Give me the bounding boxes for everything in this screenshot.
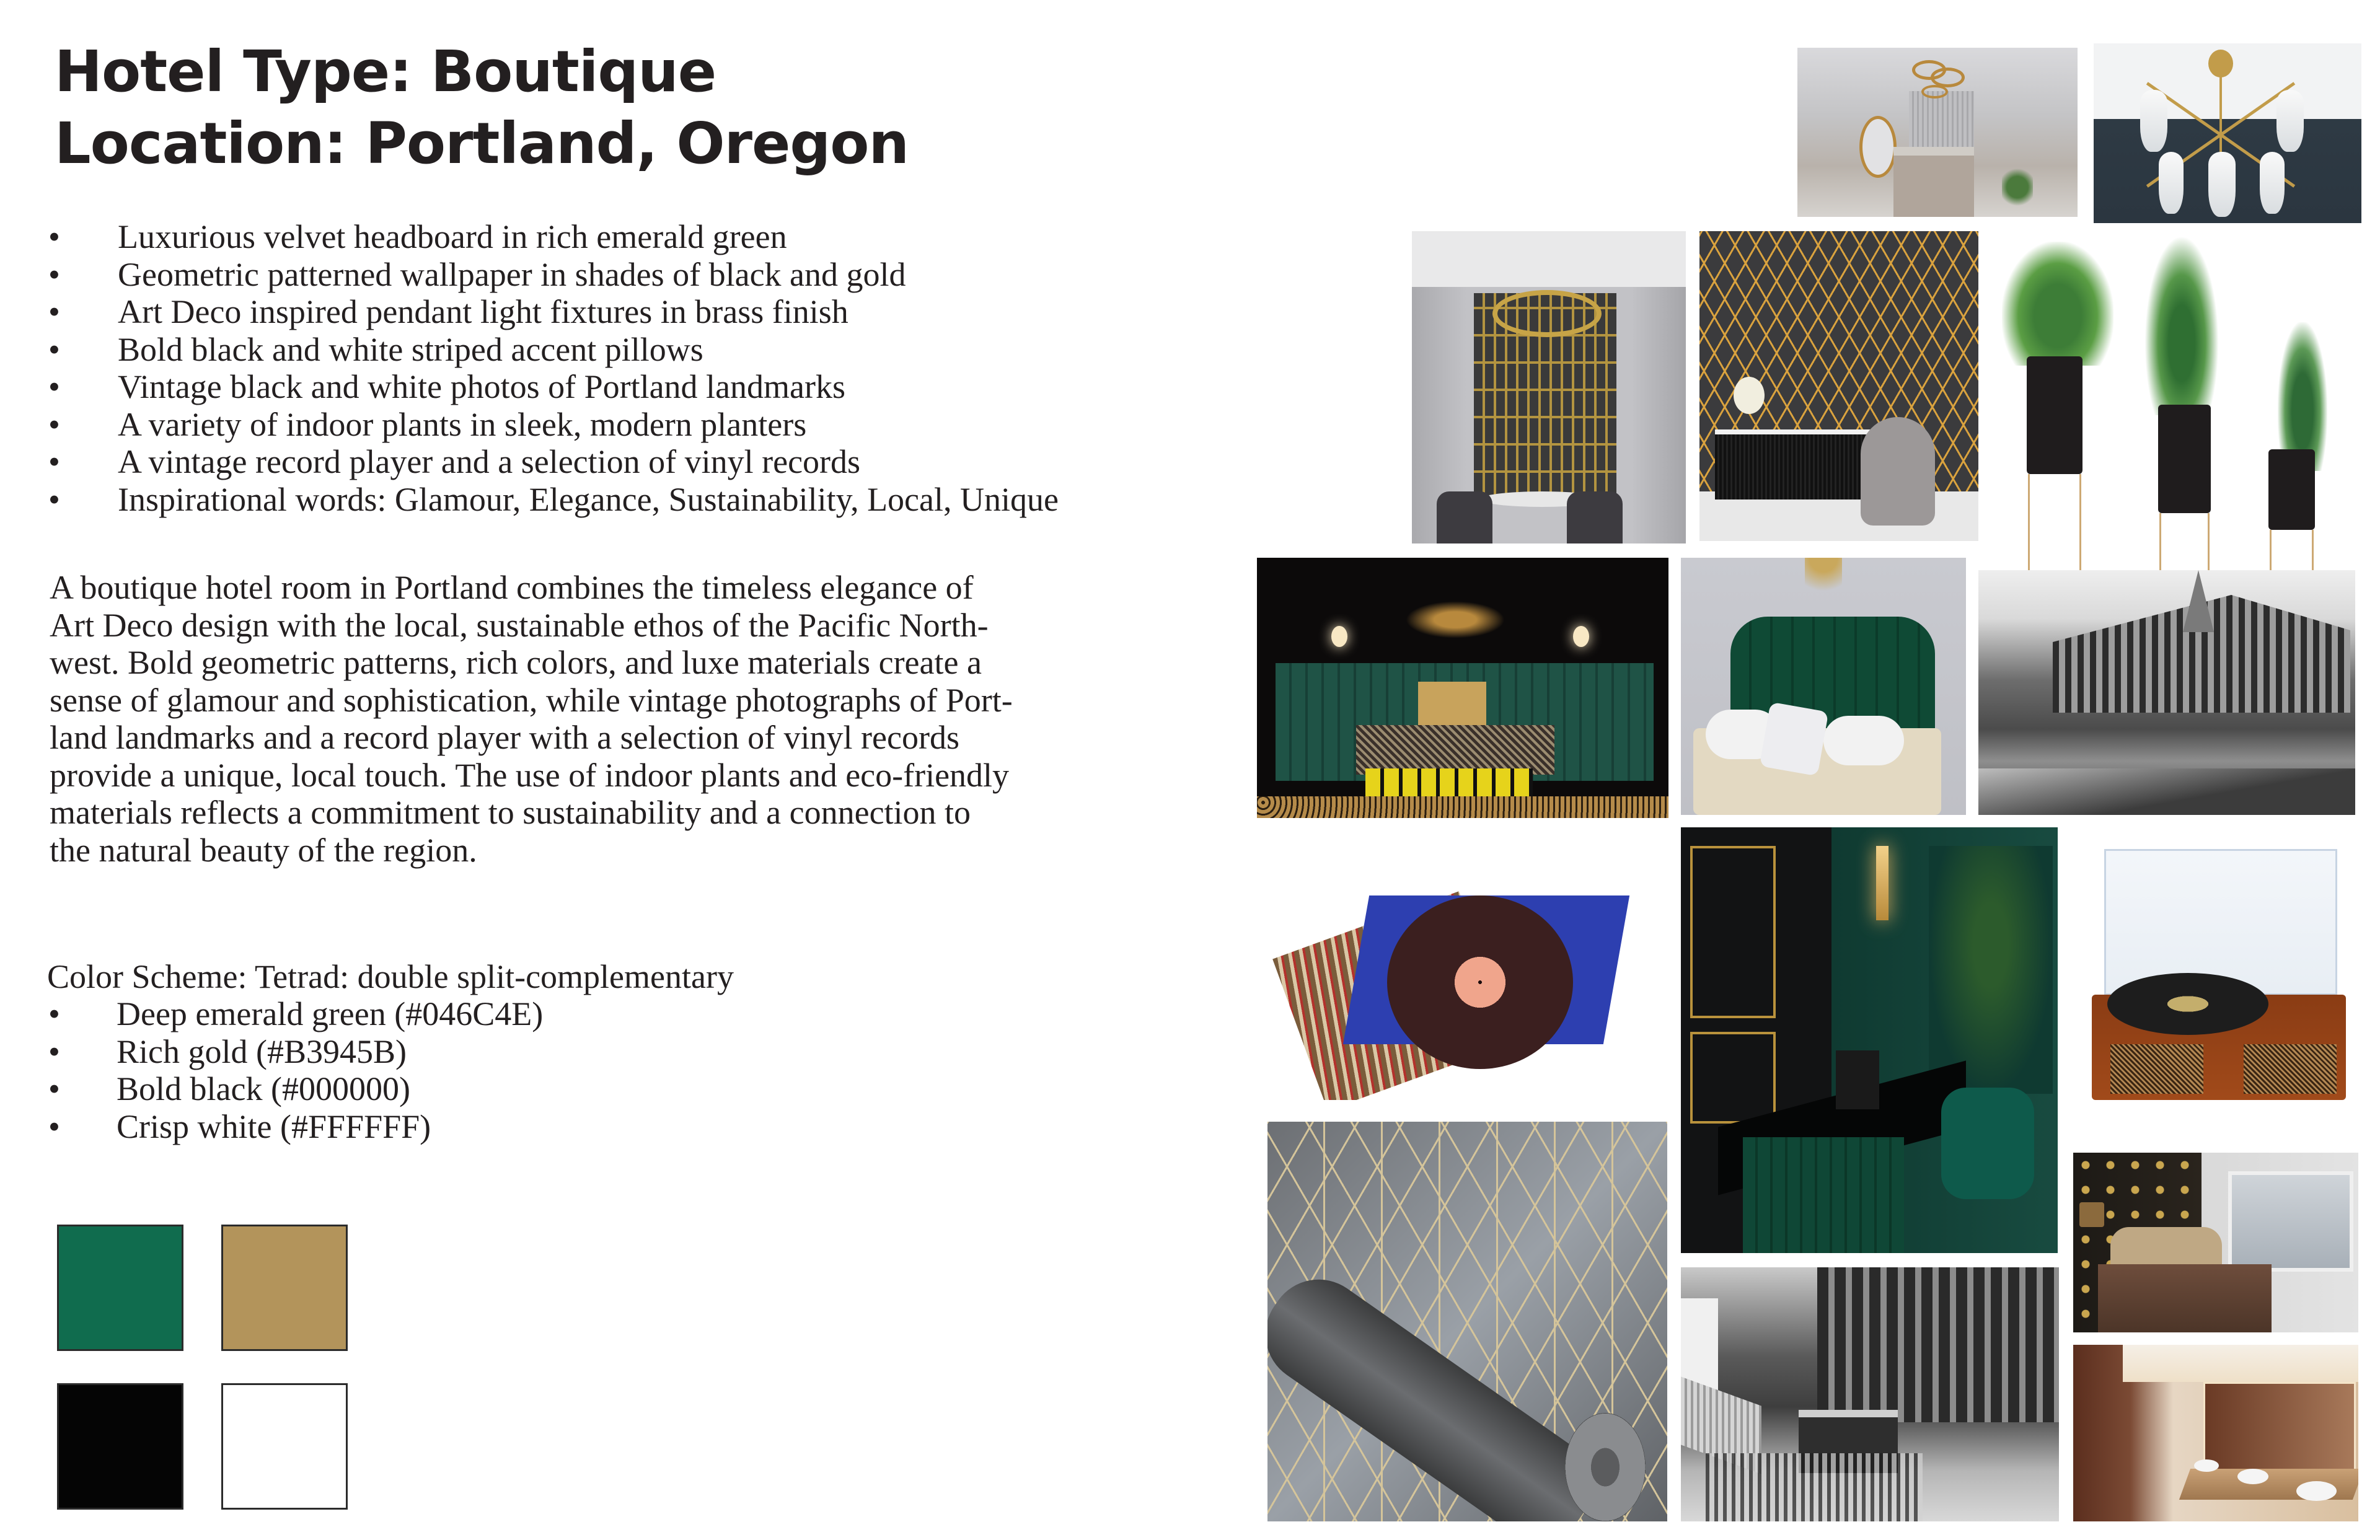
photo-emerald-bar: [1681, 827, 2058, 1253]
feature-item: • Bold black and white striped accent pillows: [48, 331, 1059, 369]
photo-portland-trolley-bw: [1681, 1267, 2059, 1521]
photo-dining-brass-screen: [1412, 231, 1686, 543]
feature-item: • A variety of indoor plants in sleek, modern planters: [48, 406, 1059, 444]
feature-item: • Vintage black and white photos of Portland landmarks: [48, 368, 1059, 406]
feature-item: • A vintage record player and a selection of vinyl records: [48, 443, 1059, 481]
photo-geometric-wallpaper-roll: [1267, 1122, 1667, 1521]
hotel-type-heading: Hotel Type: Boutique: [55, 38, 716, 105]
photo-floral-wallpaper-bedroom: [2073, 1153, 2358, 1332]
description-line: Art Deco design with the local, sustainable ethos of the Pacific North-: [50, 606, 989, 644]
swatch-emerald: [57, 1225, 183, 1351]
color-item-white: • Crisp white (#FFFFFF): [48, 1108, 543, 1146]
swatch-white: [221, 1383, 348, 1510]
page-title: [55, 36, 909, 180]
photo-record-player: [2092, 849, 2346, 1103]
photo-plants-planters: [1990, 235, 2355, 570]
color-item-gold: • Rich gold (#B3945B): [48, 1033, 543, 1071]
photo-emerald-headboard: [1681, 558, 1966, 815]
color-scheme-list: [48, 995, 543, 1145]
swatch-gold: [221, 1225, 348, 1351]
description-paragraph: [50, 569, 1103, 869]
color-scheme-heading: Color Scheme: Tetrad: double split-complementary: [47, 958, 734, 995]
description-line: sense of glamour and sophistication, while vintage photographs of Port-: [50, 681, 1013, 719]
description-line: materials reflects a commitment to sustainability and a connection to: [50, 794, 971, 831]
swatch-black: [57, 1383, 183, 1510]
description-line: land landmarks and a record player with a selection of vinyl records: [50, 719, 959, 756]
feature-item: • Luxurious velvet headboard in rich emerald green: [48, 218, 1059, 256]
photo-brass-chandelier: [2094, 43, 2361, 223]
photo-bedroom-gold-rings: [1797, 48, 2078, 217]
description-line: A boutique hotel room in Portland combines the timeless elegance of: [50, 569, 974, 606]
photo-vinyl-records: [1257, 883, 1664, 1100]
color-item-emerald: • Deep emerald green (#046C4E): [48, 995, 543, 1033]
photo-emerald-bedroom: [1257, 558, 1668, 818]
description-line: west. Bold geometric patterns, rich colors, and luxe materials create a: [50, 644, 982, 681]
description-line: the natural beauty of the region.: [50, 831, 477, 869]
photo-portland-street-bw: [1978, 570, 2355, 815]
feature-item: • Art Deco inspired pendant light fixtures in brass finish: [48, 293, 1059, 331]
photo-marble-bathroom: [2073, 1345, 2358, 1521]
feature-item: • Inspirational words: Glamour, Elegance, Sustainability, Local, Unique: [48, 481, 1059, 519]
color-item-black: • Bold black (#000000): [48, 1070, 543, 1108]
location-heading: Location: Portland, Oregon: [55, 110, 909, 177]
feature-list: [48, 218, 1059, 518]
photo-black-gold-wallpaper: [1699, 231, 1978, 541]
description-line: provide a unique, local touch. The use of indoor plants and eco-friendly: [50, 756, 1010, 794]
feature-item: • Geometric patterned wallpaper in shades of black and gold: [48, 256, 1059, 294]
